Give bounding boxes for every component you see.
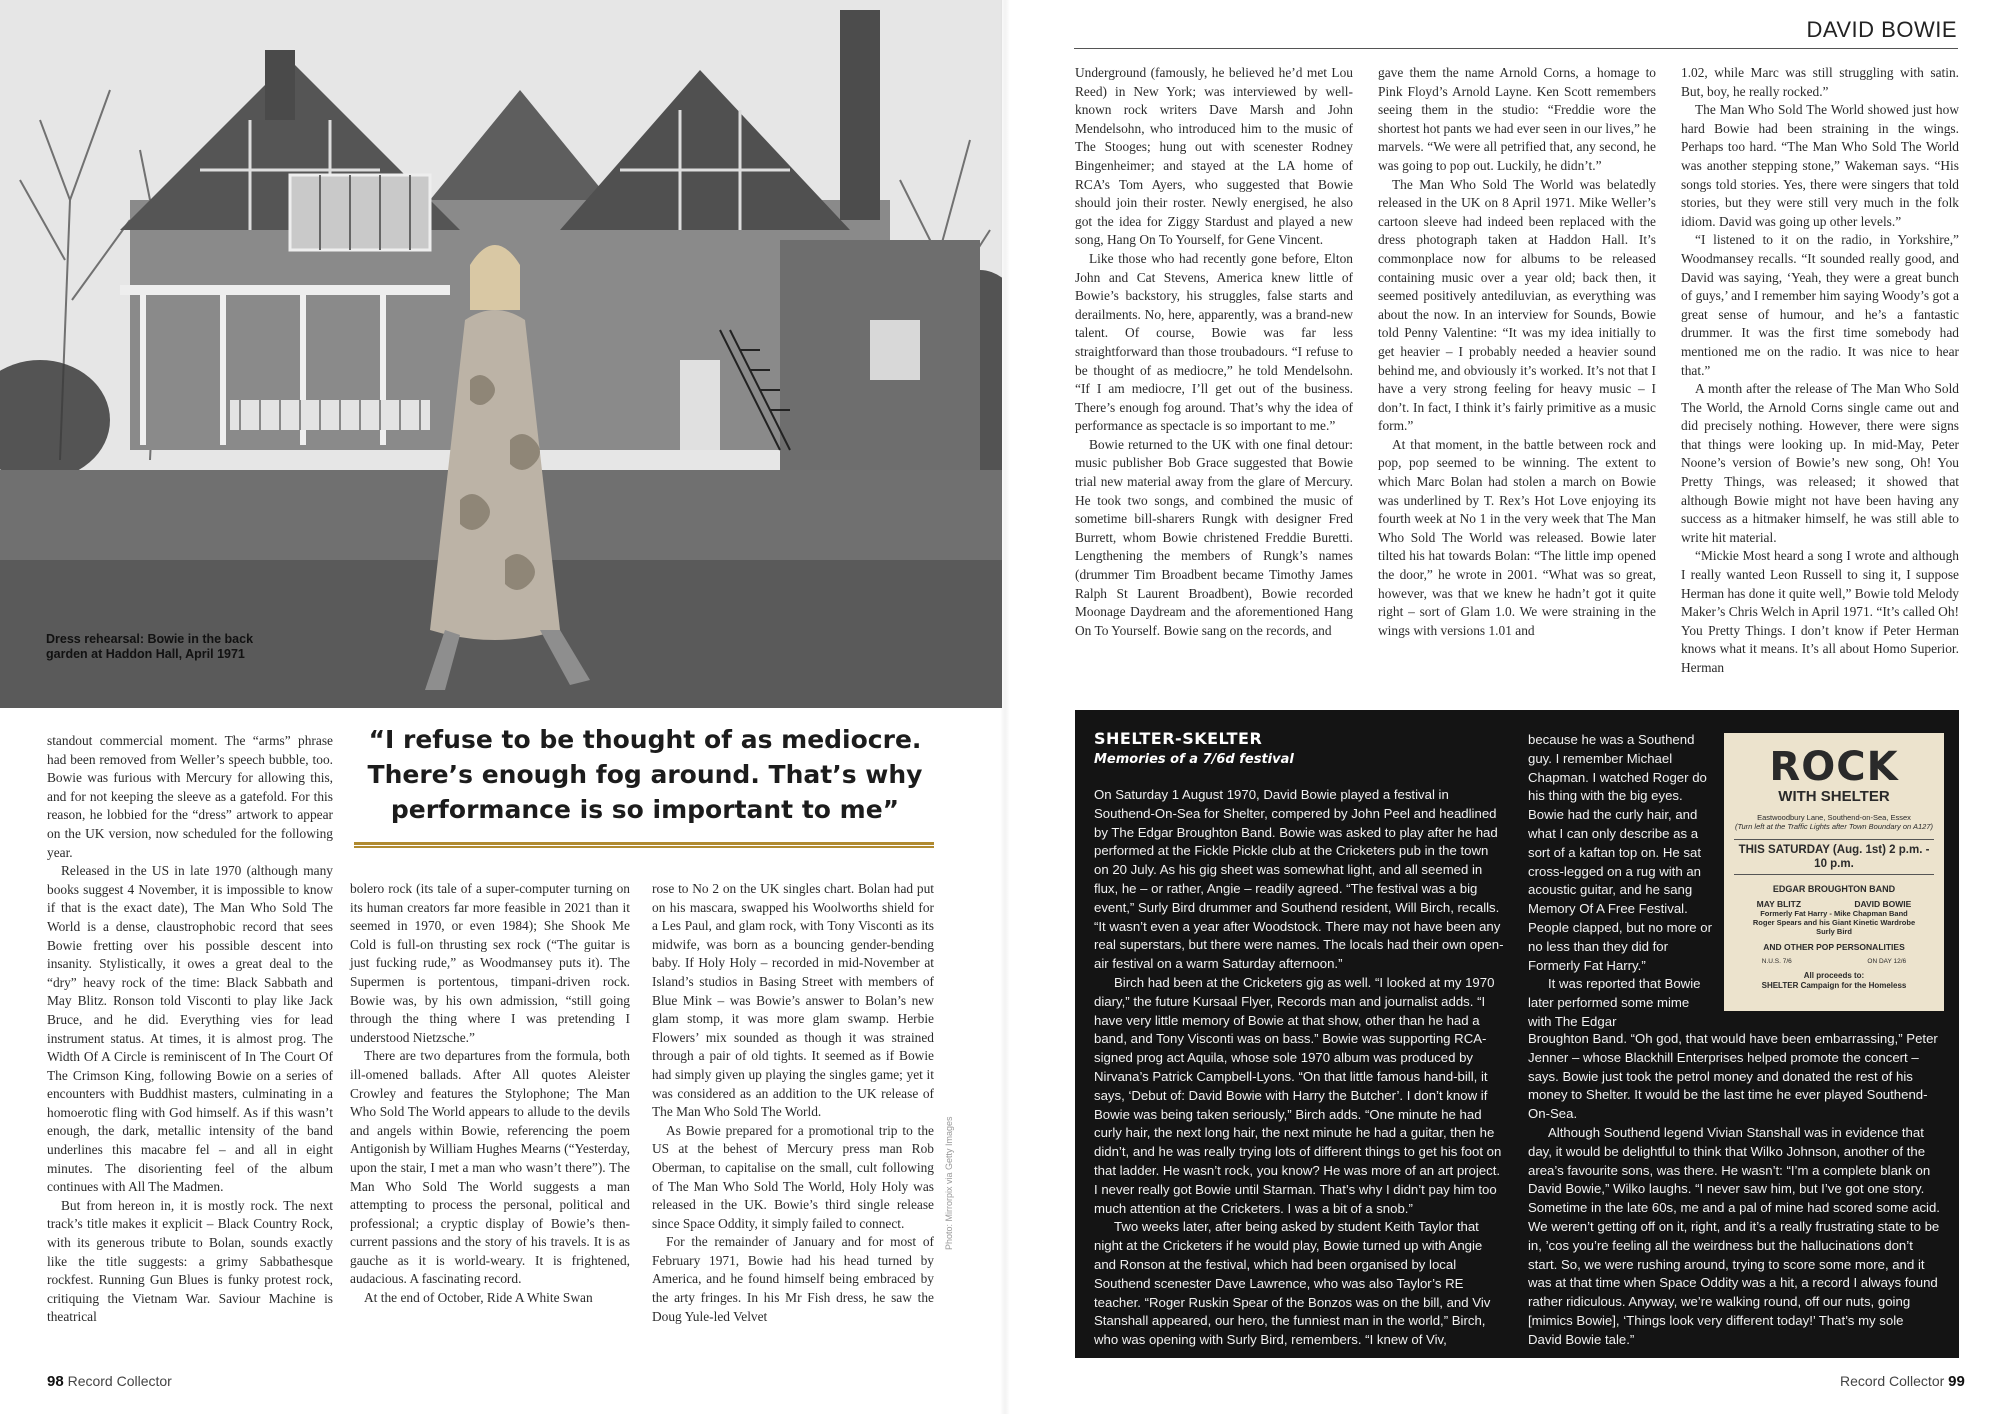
pull-quote-line-3: performance is so important to me” [390, 795, 900, 824]
paragraph: On Saturday 1 August 1970, David Bowie played a festival in Southend-On-Sea for Shelter, compered by John Peel and headlined by The Edgar Broughton Band. Bowie was asked to play after he had performed at the Fickle Pickle club at the Cricketers pub in the town on 20 July. As his gig sheet was somewhat light, and all seemed in flux, he – or rather, Angie – readily agreed. “The festival was a big event,” Surly Bird drummer and Southend resident, Will Birch, recalls. “It wasn’t even a year after Woodstock. There may not have been any real superstars, but there were names. The locals had their own open-air festival on a warm Saturday afternoon.” [1094, 787, 1504, 972]
right-publication-name: Record Collector [1840, 1373, 1945, 1389]
poster-address-note: (Turn left at the Traffic Lights after Town Boundary on A127) [1734, 822, 1934, 831]
poster-acts-row [1730, 900, 1938, 909]
right-page-column-3 [1681, 64, 1959, 678]
left-page-column-2 [350, 880, 630, 1308]
header-rule [1074, 48, 1958, 49]
poster-subtitle: WITH SHELTER [1778, 788, 1890, 805]
paragraph: Released in the US in late 1970 (although many books suggest 4 November, it is impossible to know if that is the exact date), The Man Who Sold The World is a dense, claustrophobic record that sees Bowie fretting over his possible descent into insanity. Stylistically, it owes a great deal to the “dry” heavy rock of the time: Black Sabbath and May Blitz. Ronson told Visconti to play like Jack Bruce, and he did. Everything vies for lead instrument status. At times, it is almost prog. The Width Of A Circle is reminiscent of In The Court Of The Crimson King, following Bowie on a series of encounters with Buddhist masters, culminating in a homoerotic fling with God himself. As if this wasn’t enough, the dark, metallic intensity of the band underlines this macabre fel – and all in eight minutes. The disorienting feel of the album continues with All The Madmen. [47, 863, 333, 1195]
haddon-hall-photo [0, 0, 1002, 708]
page-gutter [1000, 0, 1010, 1414]
photo-credit: Photo: Mirrorpix via Getty Images [944, 1116, 954, 1250]
paragraph: Broughton Band. “Oh god, that would have been embarrassing,” Peter Jenner – whose Blackhill Enterprises helped promote the concert – says. Bowie just took the petrol money and donated the rest of his money to Shelter. It would be the last time he ever played Southend-On-Sea. [1528, 1031, 1938, 1122]
poster-prices [1724, 958, 1944, 966]
poster-acts [1724, 900, 1944, 936]
poster-date: THIS SATURDAY (Aug. 1st) 2 p.m. - 10 p.m. [1734, 839, 1934, 875]
sidebar-column-1 [1094, 786, 1506, 1350]
right-folio [1840, 1373, 1965, 1390]
paragraph: As Bowie prepared for a promotional trip to the US at the behest of Mercury press man Rob Oberman, to capitalise on the small, cult following of The Man Who Sold The World, Holy Holy was released in the UK. Bowie’s third single release since Space Oddity, it simply failed to connect. [652, 1122, 934, 1231]
poster-act-david-bowie: DAVID BOWIE [1854, 899, 1912, 909]
paragraph: The Man Who Sold The World showed just how hard Bowie had been straining in the wings. Perhaps too hard. “The Man Who Sold The World was another stepping stone,” Wakeman says. “His songs told stories. Yes, there were singers that told stories, but they were still very much in the folk idiom. David was going up other levels.” [1681, 102, 1959, 229]
paragraph: Underground (famously, he believed he’d met Lou Reed) in New York; was interviewed by well-known rock writers Dave Marsh and John Mendelsohn, who introduced him to the music of The Stooges; hung out with scenester Rodney Bingenheimer; and stayed at the LA home of RCA’s Tom Ayers, who suggested that Bowie should join their roster. Newly energised, he also got the idea for Ziggy Stardust and played a new song, Hang On To Yourself, for Gene Vincent. [1075, 65, 1353, 248]
poster-acts-line-3: Roger Spears and his Giant Kinetic Wardrobe [1752, 918, 1916, 927]
poster-charity: SHELTER Campaign for the Homeless [1761, 981, 1907, 990]
poster-proceeds [1724, 971, 1944, 991]
poster-proceeds-label: All proceeds to: [1803, 971, 1865, 980]
sidebar-subtitle: Memories of a 7/6d festival [1094, 752, 1294, 767]
section-header: DAVID BOWIE [1806, 17, 1957, 42]
left-folio [47, 1373, 172, 1390]
pull-quote [350, 722, 940, 827]
paragraph: At the end of October, Ride A White Swan [364, 1290, 593, 1306]
pull-quote-rule [354, 842, 934, 848]
paragraph: “Mickie Most heard a song I wrote and although I really wanted Leon Russell to sing it, I suppose Herman has done it quite well,” Bowie told Melody Maker’s Chris Welch in April 1971. “It’s called Oh! You Pretty Things. I don’t know if Peter Herman knows what it means. It’s all about Homo Superior. Herman [1681, 548, 1959, 675]
pull-quote-line-2: There’s enough fog around. That’s why [367, 760, 923, 789]
poster-price-nus: N.U.S. 7/6 [1761, 958, 1792, 965]
poster-other: AND OTHER POP PERSONALITIES [1763, 942, 1905, 952]
paragraph: gave them the name Arnold Corns, a homage to Pink Floyd’s Arnold Layne. Ken Scott remembers seeing them in the studio: “Freddie wore the shortest hot pants we had ever seen in our lives,” he marvels. “We were all petrified that, any second, he was going to pop out. Luckily, he didn’t.” [1378, 65, 1656, 173]
paragraph: It was reported that Bowie later performed some mime with The Edgar [1528, 976, 1701, 1029]
paragraph: But from hereon in, it is mostly rock. The next track’s title makes it explicit – Black Country Rock, with its generous tribute to Bolan, sounds exactly like the title suggests: a grimy Sabbathesque rockfest. Running Gun Blues is funky protest rock, critiquing the Vietnam War. Saviour Machine is theatrical [47, 1197, 333, 1325]
paragraph: Like those who had recently gone before, Elton John and Cat Stevens, America knew little of Bowie’s backstory, his struggles, false starts and derailments. No, here, apparently, was a brand-new talent. Of course, Bowie was far less straightforward than those troubadours. “I refuse to be thought of as mediocre,” he told Mendelsohn. “If I am mediocre, I’ll get out of the business. There’s enough fog around. That’s why the idea of performance as spectacle is so important to me.” [1075, 250, 1353, 434]
poster-address-line: Eastwoodbury Lane, Southend-on-Sea, Essex [1757, 813, 1911, 822]
festival-poster [1724, 733, 1944, 1011]
paragraph: The Man Who Sold The World was belatedly released in the UK on 8 April 1971. Mike Weller’s cartoon sleeve had indeed been replaced with the dress photograph taken at Haddon Hall. It’s commonplace now for albums to be released containing music over a year old; back then, it seemed positively antediluvian, as everything was about the now. In an interview for Sounds, Bowie told Penny Valentine: “It was my idea initially to get heavier – I probably needed a heavier sound behind me, and obviously it’s worked. It’s not that I have a very strong feeling for heavy music – I don’t. In fact, I think it’s fairly primitive as a music form.” [1378, 176, 1656, 434]
poster-headliner: EDGAR BROUGHTON BAND [1772, 884, 1896, 894]
poster-title: ROCK [1769, 744, 1899, 790]
left-page-column-1 [47, 732, 333, 1327]
paragraph: “I listened to it on the radio, in Yorkshire,” Woodmansey recalls. “It sounded really good, and David was saying, ‘Yeah, they were a great bunch of guys,’ and I remember him saying Woody’s got a great sense of humour, and he’s a fantastic drummer. It was the first time somebody had mentioned me on the radio. It was nice to hear that.” [1681, 232, 1959, 378]
right-page-column-1 [1075, 64, 1353, 640]
right-page-number: 99 [1948, 1373, 1965, 1390]
left-page-number: 98 [47, 1373, 64, 1390]
paragraph: 1.02, while Marc was still struggling with satin. But, boy, he really rocked.” [1681, 65, 1959, 99]
poster-price-day: ON DAY 12/6 [1867, 958, 1907, 965]
paragraph: Two weeks later, after being asked by student Keith Taylor that night at the Cricketers if he would play, Bowie turned up with Angie and Ronson at the festival, which had been organised by local Southend scenester Dave Lawrence, who was also Taylor’s RE teacher. “Roger Ruskin Spear of the Bonzos was on the bill, and Viv Stanshall appeared, our hero, the funniest man in the world,” Birch, who was opening with Surly Bird, remembers. “I knew of Viv, [1094, 1219, 1491, 1348]
caption-line-2: garden at Haddon Hall, April 1971 [46, 647, 245, 661]
sidebar-title: SHELTER-SKELTER [1094, 729, 1263, 748]
paragraph: bolero rock (its tale of a super-computer turning on its human creators far more feasible in 2021 than it seemed in 1970, or even 1984); She Shook Me Cold is full-on thrusting sex rock (“The guitar is just fucking rude,” as Woodmansey puts it). The Supermen is portentous, timpani-driven rock. Bowie was, by his own admission, “still going through the thing where I was pretending I understood Nietzsche.” [350, 881, 630, 1045]
pull-quote-line-1: “I refuse to be thought of as mediocre. [368, 725, 922, 754]
paragraph: Although Southend legend Vivian Stanshall was in evidence that day, it would be delightful to think that Wilko Johnson, another of the area’s favourite sons, was there. He wasn’t: “I’m a complete blank on David Bowie,” Wilko laughs. “I never saw him, but I’ve got one story. Sometime in the late 60s, me and a pal of mine had scored some acid. We weren’t getting off on it, right, and it’s a really frustrating state to be in, ’cos you’re feeling all the weirdness but the hallucinations don’t start. So, we were rushing around, trying to score some more, and it was at that time when Space Oddity was a hit, a record I always found rather ridiculous. Anyway, we’re walking round, off our nuts, going [mimics Bowie], ‘Things look very different today!’ That’s my sole David Bowie tale.” [1528, 1124, 1940, 1347]
paragraph: Birch had been at the Cricketers gig as well. “I looked at my 1970 diary,” the future Kursaal Flyer, Records man and journalist adds. “I have very little memory of Bowie at that show, other than he had a band, and Tony Visconti was on bass.” Bowie was supporting RCA-signed prog act Aquila, whose sole 1970 album was produced by Nirvana’s Patrick Campbell-Lyons. “On that little famous hand-bill, it says, ‘Debut of: David Bowie with Harry the Butcher’. I don’t know if Bowie was being taken seriously,” Birch adds. “One minute he had curly hair, the next long hair, the next minute he had a guitar, then he didn’t, and he was really trying lots of different things to get his foot on that ladder. He wasn’t rock, you know? He was more of an art project. I never really got Bowie until Starman. That’s why I didn’t pay him too much attention at the Cricketers. I was a bit of a snob.” [1094, 974, 1502, 1216]
poster-acts-line-4: Surly Bird [1816, 927, 1852, 936]
paragraph: There are two departures from the formula, both ill-omened ballads. After All quotes Aleister Crowley and features the Stylophone; The Man Who Sold The World appears to allude to the devils and angels within Bowie, referencing the poem Antigonish by William Hughes Mearns (“Yesterday, upon the stair, I met a man who wasn’t there”). The Man Who Sold The World suggests a man attempting to process the personal, political and professional; a cryptic display of Bowie’s then-current passions and the story of his travels. It is as gauche as it is world-weary. It is frightened, audacious. A fascinating record. [350, 1048, 630, 1287]
caption-line-1: Dress rehearsal: Bowie in the back [46, 632, 254, 646]
poster-address [1724, 813, 1944, 831]
paragraph: A month after the release of The Man Who Sold The World, the Arnold Corns single came out and did precisely nothing. However, there were signs that things were looking up. In mid-May, Peter Noone’s version of Bowie’s new song, Oh! You Pretty Things, was released; it showed that although Bowie might not have been having any success as a hitmaker himself, he was still able to write hit material. [1681, 381, 1959, 545]
photo-caption [46, 632, 286, 662]
paragraph: standout commercial moment. The “arms” phrase had been removed from Weller’s speech bubble, too. Bowie was furious with Mercury for allowing this, and for not keeping the sleeve as a gatefold. For this reason, he lobbied for the “dress” artwork to appear on the UK version, now scheduled for the following year. [47, 733, 333, 860]
sidebar-column-2-top [1528, 731, 1712, 1032]
paragraph: because he was a Southend guy. I remember Michael Chapman. I watched Roger do his thing with the big eyes. Bowie had the curly hair, and what I can only describe as a sort of a kaftan top on. He sat cross-legged on a rug with an acoustic guitar, and he sang Memory Of A Free Festival. People clapped, but no more or no less than they did for Formerly Fat Harry.” [1528, 732, 1713, 973]
paragraph: For the remainder of January and for most of February 1971, Bowie had his head turned by America, and he found himself being embraced by the arty fringes. In his Mr Fish dress, he saw the Doug Yule-led Velvet [652, 1234, 934, 1324]
left-page-column-3 [652, 880, 934, 1326]
right-page-column-2 [1378, 64, 1656, 640]
sidebar-column-2-bottom [1528, 1030, 1940, 1350]
poster-act-may-blitz: MAY BLITZ [1756, 899, 1802, 909]
paragraph: rose to No 2 on the UK singles chart. Bolan had put on his mascara, swapped his Woolworths shield for a Les Paul, and glam rock, with Tony Visconti as its midwife, was born as a bouncing gender-bending baby. If Holy Holy – recorded in mid-November at Island’s studios in Basing Street with members of Blue Mink – was Bowie’s answer to Bolan’s new glam stomp, it was more glam swamp. Herbie Flowers’ mix sounded as though it was strained through a pair of old tights. It seemed as if Bowie had simply given up playing the singles game; yet it was considered as an addition to the UK release of The Man Who Sold The World. [652, 881, 934, 1120]
photo-illustration [0, 0, 1002, 708]
paragraph: At that moment, in the battle between rock and pop, pop seemed to be winning. The extent to which Marc Bolan had stolen a march on Bowie was underlined by T. Rex’s Hot Love enjoying its fourth week at No 1 in the very week that The Man Who Sold The World was released. Bowie later tilted his hat towards Bolan: “The little imp opened the door,” he wrote in 2001. “What was so great, however, was that we knew he hadn’t got it quite right – sort of Glam 1.0. We were straining in the wings with versions 1.01 and [1378, 436, 1656, 638]
left-publication-name: Record Collector [67, 1373, 172, 1389]
paragraph: Bowie returned to the UK with one final detour: music publisher Bob Grace suggested that Bowie trial new material away from the glare of Mercury. He took two songs, and combined the music of sometime bill-sharers Rungk with designer Fred Burrett, whom Bowie christened Freddie Buretti. Lengthening the members of Rungk’s names (drummer Tim Broadbent became Timothy James Ralph St Laurent Broadbent), Bowie recorded Moonage Daydream and the aforementioned Hang On To Yourself. Bowie sang on the records, and [1075, 436, 1353, 638]
poster-acts-line-2: Formerly Fat Harry - Mike Chapman Band [1760, 909, 1908, 918]
